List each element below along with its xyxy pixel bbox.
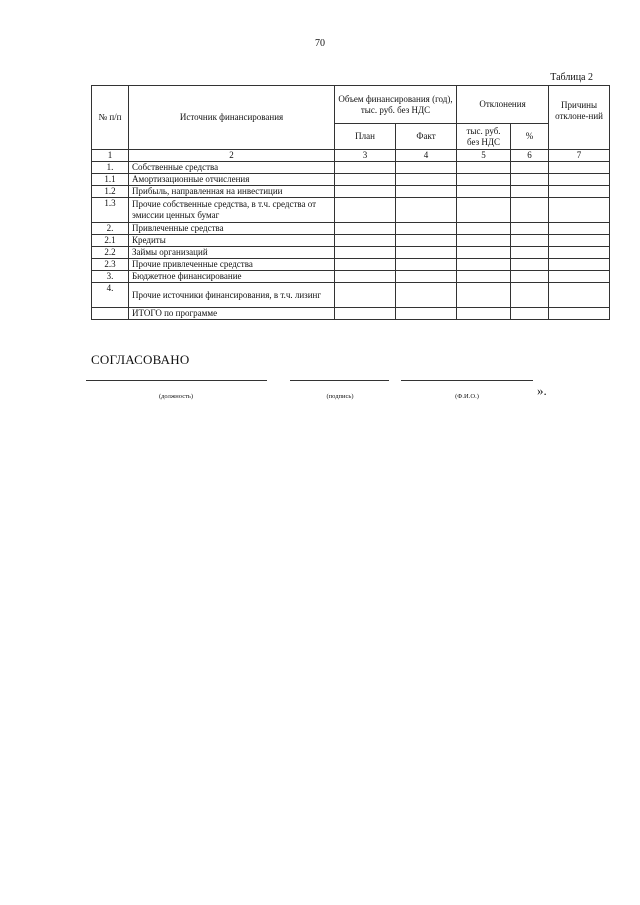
row-source: Прочие собственные средства, в т.ч. средства от эмиссии ценных бумаг: [129, 198, 335, 223]
row-number: 1.: [92, 162, 129, 174]
column-number: 6: [511, 150, 549, 162]
column-number-row: [92, 150, 610, 162]
column-number: 2: [129, 150, 335, 162]
row-number: [92, 308, 129, 320]
cell-reasons: [549, 186, 610, 198]
approval-title: СОГЛАСОВАНО: [91, 352, 190, 367]
cell-reasons: [549, 247, 610, 259]
row-source: Прочие источники финансирования, в т.ч. лизинг: [129, 283, 335, 308]
cell-dev-abs: [457, 162, 511, 174]
cell-fact: [396, 271, 457, 283]
cell-reasons: [549, 162, 610, 174]
cell-plan: [335, 186, 396, 198]
row-number: 1.2: [92, 186, 129, 198]
cell-dev-pct: [511, 174, 549, 186]
cell-fact: [396, 223, 457, 235]
cell-fact: [396, 174, 457, 186]
table-caption: Таблица 2: [550, 72, 593, 83]
cell-plan: [335, 283, 396, 308]
cell-fact: [396, 283, 457, 308]
row-source: Амортизационные отчисления: [129, 174, 335, 186]
cell-dev-pct: [511, 308, 549, 320]
cell-fact: [396, 235, 457, 247]
cell-fact: [396, 186, 457, 198]
signature-line: [290, 380, 389, 381]
cell-plan: [335, 271, 396, 283]
cell-plan: [335, 162, 396, 174]
cell-dev-pct: [511, 223, 549, 235]
header-fact: Факт: [396, 124, 457, 150]
table-row: [92, 259, 610, 271]
cell-dev-pct: [511, 283, 549, 308]
cell-dev-abs: [457, 283, 511, 308]
row-number: 2.: [92, 223, 129, 235]
column-number: 7: [549, 150, 610, 162]
header-num: № п/п: [92, 86, 129, 150]
row-number: 1.1: [92, 174, 129, 186]
cell-plan: [335, 174, 396, 186]
row-source: Кредиты: [129, 235, 335, 247]
column-number: 5: [457, 150, 511, 162]
cell-dev-abs: [457, 198, 511, 223]
cell-fact: [396, 247, 457, 259]
row-number: 2.1: [92, 235, 129, 247]
row-number: 2.3: [92, 259, 129, 271]
cell-fact: [396, 162, 457, 174]
cell-reasons: [549, 174, 610, 186]
position-line: [86, 380, 267, 381]
table-row: [92, 235, 610, 247]
table-row: [92, 162, 610, 174]
table-row: [92, 174, 610, 186]
cell-dev-pct: [511, 186, 549, 198]
table-row: [92, 186, 610, 198]
table-row: [92, 283, 610, 308]
header-plan: План: [335, 124, 396, 150]
table-row: [92, 198, 610, 223]
header-source: Источник финансирования: [129, 86, 335, 150]
cell-dev-pct: [511, 198, 549, 223]
row-number: 1.3: [92, 198, 129, 223]
cell-reasons: [549, 235, 610, 247]
cell-dev-pct: [511, 271, 549, 283]
table-row: [92, 247, 610, 259]
cell-plan: [335, 247, 396, 259]
cell-dev-abs: [457, 259, 511, 271]
cell-dev-pct: [511, 247, 549, 259]
cell-reasons: [549, 283, 610, 308]
cell-fact: [396, 259, 457, 271]
row-source: Прочие привлеченные средства: [129, 259, 335, 271]
row-source: Бюджетное финансирование: [129, 271, 335, 283]
page-number: 70: [315, 38, 325, 49]
column-number: 3: [335, 150, 396, 162]
closing-quote: ».: [537, 383, 547, 398]
header-deviations: Отклонения: [457, 86, 549, 124]
column-number: 1: [92, 150, 129, 162]
row-source: Собственные средства: [129, 162, 335, 174]
header-dev-abs: тыс. руб. без НДС: [457, 124, 511, 150]
cell-dev-abs: [457, 174, 511, 186]
cell-dev-abs: [457, 223, 511, 235]
cell-reasons: [549, 271, 610, 283]
cell-reasons: [549, 198, 610, 223]
header-volume: Объем финансирования (год), тыс. руб. без НДС: [335, 86, 457, 124]
cell-plan: [335, 223, 396, 235]
cell-plan: [335, 235, 396, 247]
cell-dev-pct: [511, 259, 549, 271]
cell-dev-abs: [457, 308, 511, 320]
header-dev-pct: %: [511, 124, 549, 150]
cell-reasons: [549, 259, 610, 271]
row-source: ИТОГО по программе: [129, 308, 335, 320]
column-number: 4: [396, 150, 457, 162]
cell-dev-abs: [457, 235, 511, 247]
financing-table: [91, 85, 610, 320]
signature-label: (подпись): [326, 393, 354, 400]
cell-plan: [335, 259, 396, 271]
name-line: [401, 380, 533, 381]
row-source: Прибыль, направленная на инвестиции: [129, 186, 335, 198]
cell-dev-abs: [457, 271, 511, 283]
row-number: 3.: [92, 271, 129, 283]
row-number: 2.2: [92, 247, 129, 259]
cell-dev-abs: [457, 186, 511, 198]
cell-fact: [396, 308, 457, 320]
cell-reasons: [549, 223, 610, 235]
cell-reasons: [549, 308, 610, 320]
cell-fact: [396, 198, 457, 223]
position-label: (должность): [158, 393, 194, 400]
row-source: Займы организаций: [129, 247, 335, 259]
cell-dev-pct: [511, 235, 549, 247]
cell-dev-abs: [457, 247, 511, 259]
row-number: 4.: [92, 283, 129, 308]
cell-plan: [335, 308, 396, 320]
table-row-total: [92, 308, 610, 320]
header-reasons: Причины отклоне-ний: [549, 86, 610, 150]
cell-plan: [335, 198, 396, 223]
name-label: (Ф.И.О.): [455, 393, 479, 400]
cell-dev-pct: [511, 162, 549, 174]
row-source: Привлеченные средства: [129, 223, 335, 235]
table-row: [92, 271, 610, 283]
table-row: [92, 223, 610, 235]
